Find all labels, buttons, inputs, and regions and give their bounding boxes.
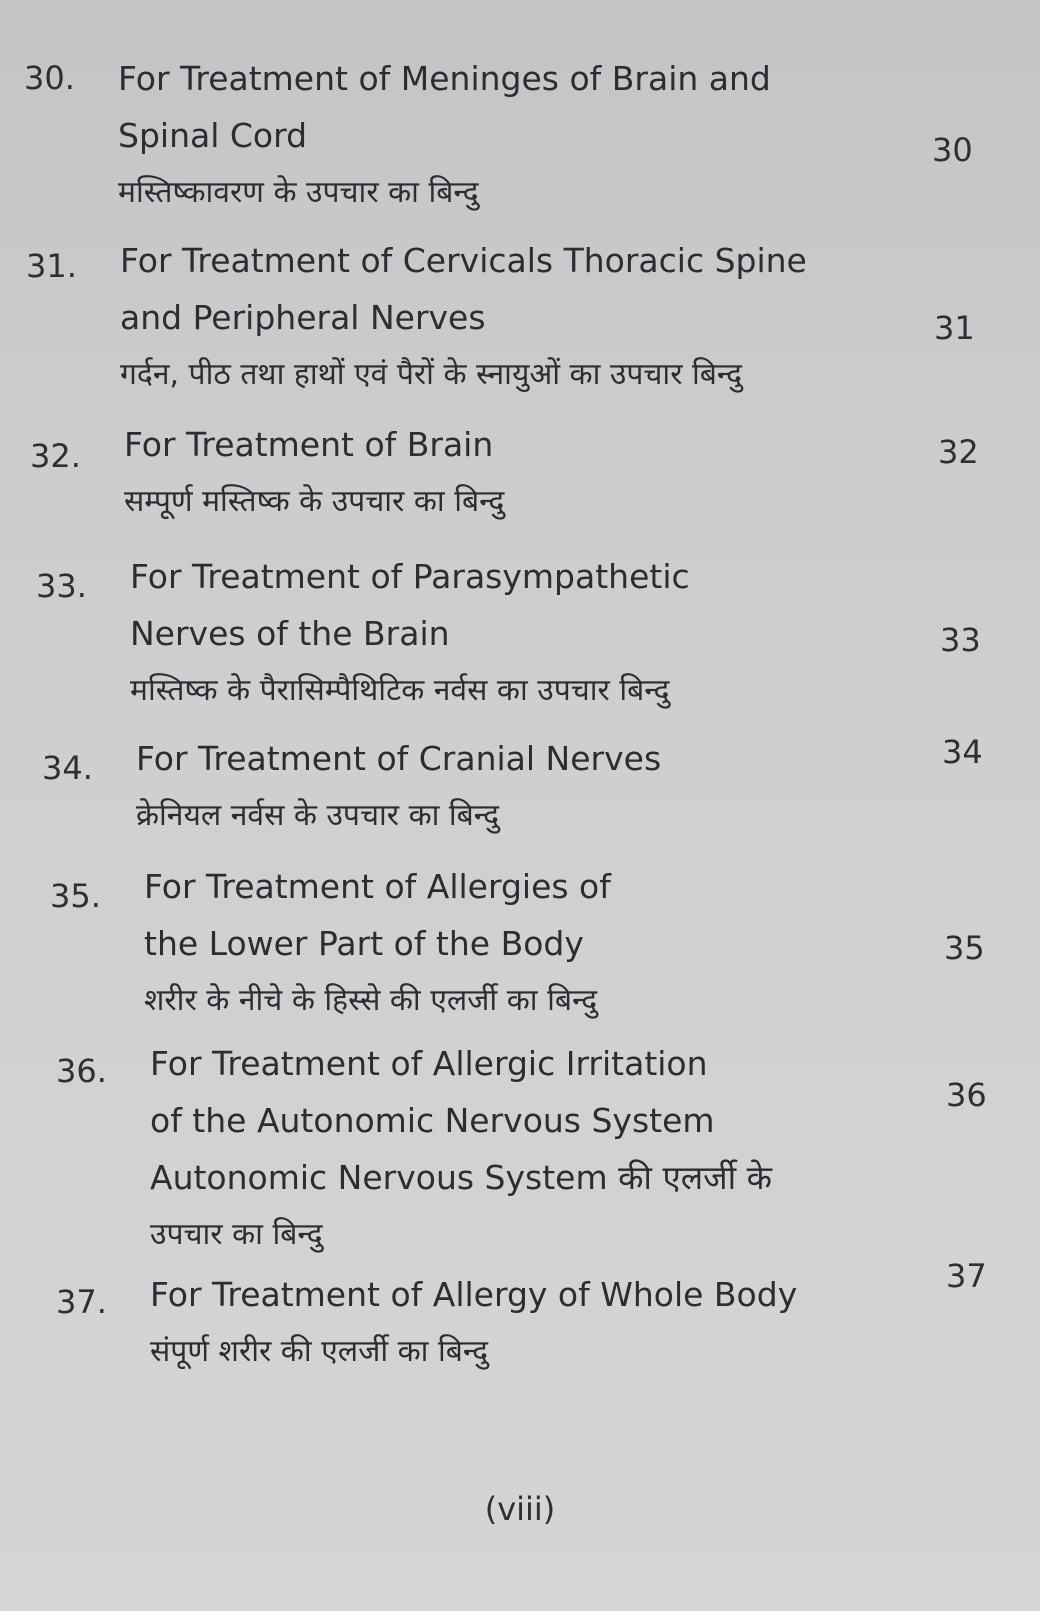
entry-title-line: For Treatment of Cranial Nerves xyxy=(136,739,662,778)
entry-text xyxy=(118,50,771,221)
entry-page-number: 30 xyxy=(932,131,973,169)
entry-page-number: 37 xyxy=(946,1257,987,1295)
entry-number: 32. xyxy=(30,437,81,475)
entry-page-number: 36 xyxy=(946,1076,987,1114)
entry-text xyxy=(136,730,661,844)
entry-title-line: For Treatment of Cervicals Thoracic Spine xyxy=(120,241,807,280)
entry-number: 35. xyxy=(50,877,101,915)
entry-text xyxy=(150,1035,772,1263)
entry-title-line: and Peripheral Nerves xyxy=(120,298,486,337)
entry-title-line: For Treatment of Allergies of xyxy=(144,867,611,906)
entry-text xyxy=(130,548,690,719)
entry-text xyxy=(120,232,807,403)
entry-hindi-line: उपचार का बिन्दु xyxy=(150,1217,323,1252)
entry-hindi-line: सम्पूर्ण मस्तिष्क के उपचार का बिन्दु xyxy=(124,484,505,519)
entry-page-number: 33 xyxy=(940,621,981,659)
entry-title-line: of the Autonomic Nervous System xyxy=(150,1101,715,1140)
entry-title-line: the Lower Part of the Body xyxy=(144,924,584,963)
entry-page-number: 31 xyxy=(934,309,975,347)
entry-number: 30. xyxy=(24,59,75,97)
entry-title-line: For Treatment of Allergy of Whole Body xyxy=(150,1275,798,1314)
entry-page-number: 34 xyxy=(942,733,983,771)
entry-page-number: 32 xyxy=(938,433,979,471)
page-footer-number: (viii) xyxy=(484,1490,556,1528)
entry-number: 34. xyxy=(42,749,93,787)
entry-title-line: For Treatment of Brain xyxy=(124,425,494,464)
entry-text xyxy=(124,416,504,530)
entry-title-line: For Treatment of Meninges of Brain and xyxy=(118,59,771,98)
entry-number: 36. xyxy=(56,1052,107,1090)
entry-hindi-line: Autonomic Nervous System की एलर्जी के xyxy=(150,1158,772,1197)
entry-text xyxy=(144,858,611,1029)
entry-number: 31. xyxy=(26,247,77,285)
entry-number: 33. xyxy=(36,567,87,605)
entry-title-line: For Treatment of Allergic Irritation xyxy=(150,1044,708,1083)
entry-number: 37. xyxy=(56,1283,107,1321)
entry-hindi-line: गर्दन, पीठ तथा हाथों एवं पैरों के स्नायुओं का उपचार बिन्दु xyxy=(120,357,743,392)
entry-hindi-line: मस्तिष्कावरण के उपचार का बिन्दु xyxy=(118,175,479,210)
entry-hindi-line: संपूर्ण शरीर की एलर्जी का बिन्दु xyxy=(150,1334,489,1369)
entry-hindi-line: क्रेनियल नर्वस के उपचार का बिन्दु xyxy=(136,798,500,833)
entry-title-line: For Treatment of Parasympathetic xyxy=(130,557,690,596)
entry-hindi-line: शरीर के नीचे के हिस्से की एलर्जी का बिन्दु xyxy=(144,983,598,1018)
entry-title-line: Nerves of the Brain xyxy=(130,614,450,653)
entry-hindi-line: मस्तिष्क के पैरासिम्पैथिटिक नर्वस का उपचार बिन्दु xyxy=(130,673,670,708)
entry-page-number: 35 xyxy=(944,929,985,967)
entry-text xyxy=(150,1266,797,1380)
entry-title-line: Spinal Cord xyxy=(118,116,308,155)
